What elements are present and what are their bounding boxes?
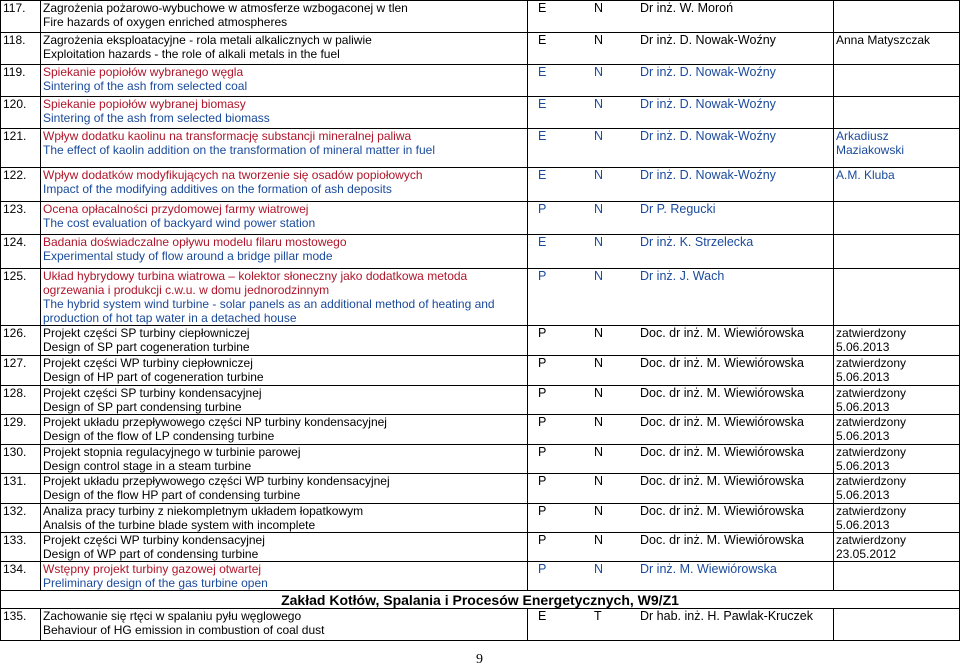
student-status [834,269,960,326]
thesis-type: N [594,168,604,182]
student-status: zatwierdzony 5.06.2013 [834,415,960,445]
thesis-type: N [594,386,604,400]
row-number: 126. [1,326,41,356]
thesis-title [41,33,528,65]
title-polish: Projekt części SP turbiny ciepłowniczej [43,326,250,340]
language-code: E [538,235,547,249]
row-number: 129. [1,415,41,445]
thesis-title [41,129,528,168]
student-status: zatwierdzony 5.06.2013 [834,504,960,533]
thesis-type: N [594,445,604,459]
language-code: E [538,65,547,79]
title-english: Design of the flow of LP condensing turbine [43,429,275,443]
thesis-title [41,609,528,641]
language-code: P [538,326,547,340]
table-row [1,202,960,235]
thesis-title [41,97,528,129]
thesis-type: N [594,269,604,283]
student-status: zatwierdzony 5.06.2013 [834,326,960,356]
supervisor: Dr inż. J. Wach [640,269,725,283]
thesis-title [41,65,528,97]
title-english: Impact of the modifying additives on the formation of ash deposits [43,182,392,196]
thesis-title [41,168,528,202]
thesis-type: N [594,533,604,547]
page-number: 9 [476,652,483,667]
student-status [834,202,960,235]
title-polish: Wpływ dodatków modyfikujących na tworzenie się osadów popiołowych [43,168,423,182]
student-status: zatwierdzony 5.06.2013 [834,445,960,474]
title-polish: Badania doświadczalne opływu modelu filaru mostowego [43,235,347,249]
title-polish: Wstępny projekt turbiny gazowej otwartej [43,562,262,576]
title-polish: Projekt stopnia regulacyjnego w turbinie parowej [43,445,301,459]
table-row [1,33,960,65]
supervisor: Dr inż. M. Wiewiórowska [640,562,777,576]
supervisor: Dr hab. inż. H. Pawlak-Kruczek [640,609,813,623]
language-code: E [538,97,547,111]
supervisor: Doc. dr inż. M. Wiewiórowska [640,533,804,547]
title-english: Sintering of the ash from selected coal [43,79,248,93]
row-number: 117. [1,1,41,33]
thesis-meta [528,326,834,356]
row-number: 124. [1,235,41,269]
thesis-title [41,474,528,504]
title-english: Design of SP part cogeneration turbine [43,340,250,354]
thesis-meta [528,386,834,415]
table-row [1,609,960,641]
student-status: zatwierdzony 5.06.2013 [834,356,960,386]
thesis-type: N [594,474,604,488]
supervisor: Doc. dr inż. M. Wiewiórowska [640,356,804,370]
language-code: P [538,356,547,370]
table-row [1,235,960,269]
thesis-meta [528,474,834,504]
student-status [834,65,960,97]
student-status [834,609,960,641]
supervisor: Dr inż. D. Nowak-Woźny [640,129,776,143]
row-number: 134. [1,562,41,591]
student-status: zatwierdzony 23.05.2012 [834,533,960,562]
thesis-meta [528,65,834,97]
language-code: P [538,474,547,488]
thesis-title [41,326,528,356]
title-polish: Projekt układu przepływowego części WP turbiny kondensacyjnej [43,474,390,488]
thesis-type: N [594,202,604,216]
supervisor: Dr inż. D. Nowak-Woźny [640,97,776,111]
thesis-meta [528,1,834,33]
supervisor: Doc. dr inż. M. Wiewiórowska [640,504,804,518]
thesis-type: T [594,609,602,623]
language-code: P [538,415,547,429]
student-status [834,1,960,33]
thesis-meta [528,609,834,641]
title-polish: Zagrożenia pożarowo-wybuchowe w atmosferze wzbogaconej w tlen [43,1,408,15]
title-polish: Wpływ dodatku kaolinu na transformację substancji mineralnej paliwa [43,129,412,143]
student-status: Anna Matyszczak [834,33,960,65]
thesis-type: N [594,504,604,518]
row-number: 127. [1,356,41,386]
supervisor: Dr inż. D. Nowak-Woźny [640,33,776,47]
student-status [834,562,960,591]
supervisor: Doc. dr inż. M. Wiewiórowska [640,415,804,429]
title-english: Exploitation hazards - the role of alkali metals in the fuel [43,47,340,61]
student-status [834,235,960,269]
title-english: Fire hazards of oxygen enriched atmospheres [43,15,288,29]
row-number: 130. [1,445,41,474]
title-english: Design control stage in a steam turbine [43,459,252,473]
student-status: zatwierdzony 5.06.2013 [834,474,960,504]
student-status: Arkadiusz Maziakowski [834,129,960,168]
table-row [1,445,960,474]
title-english: The hybrid system wind turbine - solar panels as an additional method of heating and production of hot tap water in a detached house [43,297,495,325]
student-status: A.M. Kluba [834,168,960,202]
thesis-title [41,202,528,235]
thesis-title [41,1,528,33]
thesis-meta [528,202,834,235]
thesis-meta [528,97,834,129]
row-number: 118. [1,33,41,65]
title-english: Design of WP part of condensing turbine [43,547,259,561]
title-english: Design of the flow HP part of condensing turbine [43,488,301,502]
title-polish: Analiza pracy turbiny z niekompletnym układem łopatkowym [43,504,364,518]
language-code: P [538,386,547,400]
table-row [1,504,960,533]
title-english: Analsis of the turbine blade system with incomplete [43,518,316,532]
row-number: 128. [1,386,41,415]
title-polish: Projekt części WP turbiny ciepłowniczej [43,356,253,370]
table-row [1,269,960,326]
supervisor: Dr inż. W. Moroń [640,1,734,15]
language-code: P [538,445,547,459]
thesis-meta [528,445,834,474]
thesis-type: N [594,129,604,143]
table-row [1,562,960,591]
table-row [1,129,960,168]
supervisor: Dr inż. K. Strzelecka [640,235,754,249]
thesis-meta [528,356,834,386]
title-english: The effect of kaolin addition on the transformation of mineral matter in fuel [43,143,435,157]
row-number: 122. [1,168,41,202]
title-english: Design of HP part of cogeneration turbine [43,370,264,384]
language-code: E [538,129,547,143]
thesis-title [41,533,528,562]
thesis-type: N [594,356,604,370]
supervisor: Dr inż. D. Nowak-Woźny [640,65,776,79]
row-number: 120. [1,97,41,129]
title-english: Experimental study of flow around a bridge pillar mode [43,249,333,263]
supervisor: Doc. dr inż. M. Wiewiórowska [640,474,804,488]
row-number: 132. [1,504,41,533]
thesis-type: N [594,97,604,111]
row-number: 121. [1,129,41,168]
thesis-title [41,415,528,445]
title-english: Behaviour of HG emission in combustion of coal dust [43,623,325,637]
thesis-meta [528,533,834,562]
thesis-type: N [594,415,604,429]
supervisor: Dr inż. D. Nowak-Woźny [640,168,776,182]
thesis-type: N [594,326,604,340]
title-english: Preliminary design of the gas turbine open [43,576,268,590]
title-english: The cost evaluation of backyard wind power station [43,216,316,230]
title-polish: Spiekanie popiołów wybranej biomasy [43,97,246,111]
language-code: E [538,33,547,47]
supervisor: Doc. dr inż. M. Wiewiórowska [640,445,804,459]
student-status: zatwierdzony 5.06.2013 [834,386,960,415]
student-status [834,97,960,129]
thesis-meta [528,269,834,326]
supervisor: Dr P. Regucki [640,202,716,216]
row-number: 135. [1,609,41,641]
thesis-type: N [594,65,604,79]
thesis-type: N [594,562,604,576]
thesis-title [41,269,528,326]
title-polish: Projekt układu przepływowego części NP turbiny kondensacyjnej [43,415,387,429]
title-polish: Zachowanie się rtęci w spalaniu pyłu węglowego [43,609,302,623]
table-row [1,168,960,202]
thesis-type: N [594,235,604,249]
thesis-title [41,445,528,474]
table-row [1,415,960,445]
thesis-type: N [594,33,604,47]
thesis-meta [528,129,834,168]
row-number: 119. [1,65,41,97]
supervisor: Doc. dr inż. M. Wiewiórowska [640,326,804,340]
table-row [1,533,960,562]
language-code: E [538,609,547,623]
title-polish: Zagrożenia eksploatacyjne - rola metali alkalicznych w paliwie [43,33,372,47]
row-number: 125. [1,269,41,326]
thesis-meta [528,415,834,445]
table-row [1,1,960,33]
table-row [1,326,960,356]
thesis-title [41,235,528,269]
title-polish: Projekt części SP turbiny kondensacyjnej [43,386,262,400]
thesis-meta [528,235,834,269]
table-row [1,474,960,504]
thesis-meta [528,33,834,65]
thesis-title [41,562,528,591]
thesis-title [41,356,528,386]
supervisor: Doc. dr inż. M. Wiewiórowska [640,386,804,400]
language-code: P [538,202,547,216]
thesis-type: N [594,1,604,15]
language-code: E [538,1,547,15]
thesis-title [41,504,528,533]
language-code: E [538,168,547,182]
language-code: P [538,562,547,576]
row-number: 133. [1,533,41,562]
table-row [1,97,960,129]
title-english: Sintering of the ash from selected biomass [43,111,270,125]
title-polish: Ocena opłacalności przydomowej farmy wiatrowej [43,202,309,216]
language-code: P [538,504,547,518]
language-code: P [538,269,547,283]
thesis-meta [528,562,834,591]
title-polish: Projekt części WP turbiny kondensacyjnej [43,533,265,547]
thesis-title [41,386,528,415]
title-polish: Układ hybrydowy turbina wiatrowa – kolektor słoneczny jako dodatkowa metoda ogrzewania i produkcji c.w.u. w domu jednorodzinnym [43,269,468,297]
row-number: 123. [1,202,41,235]
thesis-meta [528,168,834,202]
thesis-meta [528,504,834,533]
table-row [1,386,960,415]
section-row [1,591,960,609]
language-code: P [538,533,547,547]
table-row [1,65,960,97]
title-english: Design of SP part condensing turbine [43,400,242,414]
section-title: Zakład Kotłów, Spalania i Procesów Energetycznych, W9/Z1 [1,591,960,609]
table-row [1,356,960,386]
title-polish: Spiekanie popiołów wybranego węgla [43,65,244,79]
row-number: 131. [1,474,41,504]
